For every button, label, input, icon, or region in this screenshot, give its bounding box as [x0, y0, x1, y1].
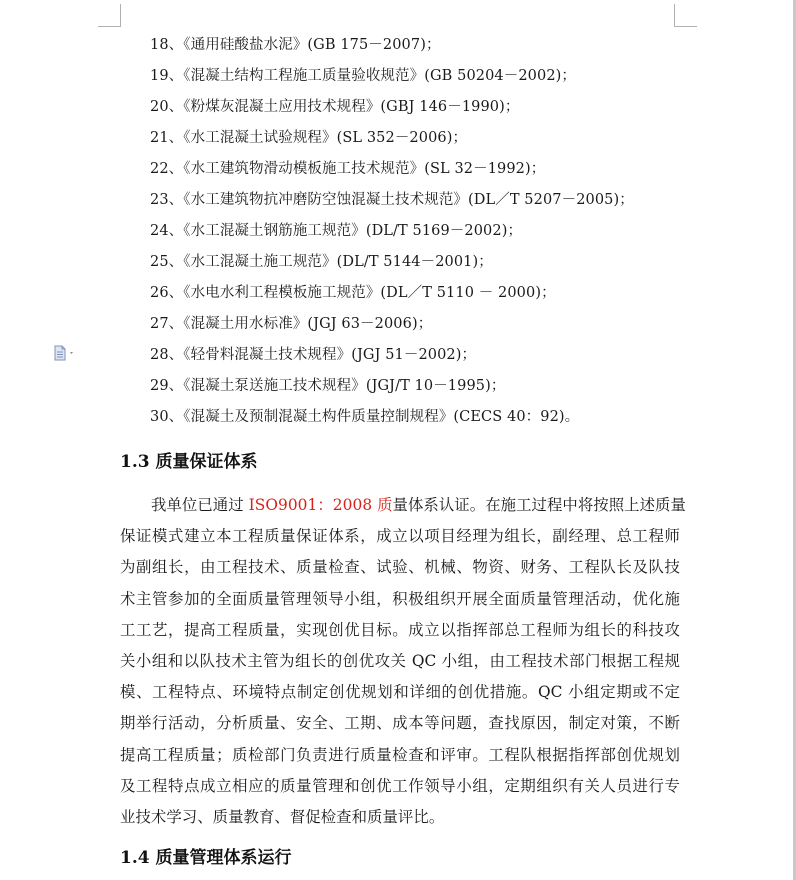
- crop-mark-icon: [674, 4, 697, 27]
- reference-number: 20、: [150, 99, 184, 115]
- reference-number: 29、: [150, 378, 184, 394]
- reference-name: 《水工建筑物滑动模板施工技术规范》: [183, 161, 425, 177]
- reference-number: 23、: [150, 192, 184, 208]
- reference-code: (GBJ 146－1990)；: [380, 99, 520, 115]
- reference-number: 30、: [150, 409, 184, 425]
- reference-name: 《水工混凝土钢筋施工规范》: [183, 223, 366, 239]
- iso-certification-highlight: ISO9001：2008 质: [248, 496, 393, 514]
- reference-code: (DL/T 5144－2001)；: [336, 254, 493, 270]
- paragraph-mark-icon[interactable]: [54, 345, 78, 361]
- reference-code: (JGJ 63－2006)；: [307, 316, 433, 332]
- paragraph-line: 关小组和以队技术主管为组长的创优攻关 QC 小组，由工程技术部门根据工程规: [120, 651, 680, 670]
- reference-name: 《粉煤灰混凝土应用技术规程》: [183, 99, 381, 115]
- paragraph-line: 业技术学习、质量教育、督促检查和质量评比。: [120, 807, 445, 826]
- reference-name: 《混凝土及预制混凝土构件质量控制规程》: [183, 409, 454, 425]
- reference-code: (JGJ/T 10－1995)；: [365, 378, 506, 394]
- list-item: [150, 247, 634, 278]
- reference-name: 《通用硅酸盐水泥》: [183, 37, 308, 53]
- reference-code: (GB 50204－2002)；: [424, 68, 577, 84]
- reference-name: 《水工混凝土试验规程》: [183, 130, 337, 146]
- paragraph-text: 我单位已通过: [151, 496, 249, 514]
- reference-name: 《混凝土结构工程施工质量验收规范》: [183, 68, 425, 84]
- reference-name: 《轻骨料混凝土技术规程》: [183, 347, 352, 363]
- list-item: [150, 402, 634, 433]
- list-item: [150, 216, 634, 247]
- reference-name: 《水电水利工程模板施工规范》: [183, 285, 381, 301]
- reference-code: (SL 32－1992)；: [424, 161, 546, 177]
- reference-name: 《水工混凝土施工规范》: [183, 254, 337, 270]
- crop-mark-icon: [98, 4, 121, 27]
- list-item: [150, 61, 634, 92]
- reference-number: 27、: [150, 316, 184, 332]
- list-item: [150, 92, 634, 123]
- list-item: [150, 340, 634, 371]
- list-item: [150, 154, 634, 185]
- reference-number: 21、: [150, 130, 184, 146]
- list-item: [150, 309, 634, 340]
- paragraph-line: 期举行活动，分析质量、安全、工期、成本等问题，查找原因，制定对策，不断: [120, 714, 680, 733]
- reference-code: (JGJ 51－2002)；: [351, 347, 477, 363]
- paragraph-line: 模、工程特点、环境特点制定创优规划和详细的创优措施。QC 小组定期或不定: [120, 683, 680, 702]
- reference-number: 19、: [150, 68, 184, 84]
- reference-code: (GB 175－2007)；: [307, 37, 441, 53]
- reference-code: (CECS 40：92)。: [453, 409, 580, 425]
- paragraph-line: 保证模式建立本工程质量保证体系，成立以项目经理为组长，副经理、总工程师: [120, 527, 680, 546]
- reference-code: (SL 352－2006)；: [336, 130, 468, 146]
- reference-code: (DL／T 5207－2005)；: [468, 192, 634, 208]
- reference-name: 《混凝土用水标准》: [183, 316, 308, 332]
- paragraph-line: 为副组长，由工程技术、质量检查、试验、机械、物资、财务、工程队长及队技: [120, 558, 680, 577]
- paragraph-line: [120, 490, 686, 521]
- reference-code: (DL/T 5169－2002)；: [365, 223, 523, 239]
- list-item: [150, 278, 634, 309]
- quality-assurance-paragraph: [120, 490, 686, 833]
- paragraph-line: 提高工程质量；质检部门负责进行质量检查和评审。工程队根据指挥部创优规划: [120, 745, 680, 764]
- reference-number: 28、: [150, 347, 184, 363]
- reference-number: 25、: [150, 254, 184, 270]
- paragraph-line: 术主管参加的全面质量管理领导小组，积极组织开展全面质量管理活动，优化施: [120, 589, 680, 608]
- list-item: [150, 185, 634, 216]
- list-item: [150, 30, 634, 61]
- paragraph-line: 及工程特点成立相应的质量管理和创优工作领导小组，定期组织有关人员进行专: [120, 776, 680, 795]
- reference-list: [150, 30, 634, 433]
- section-heading-1-3: 1.3 质量保证体系: [120, 452, 258, 472]
- reference-number: 26、: [150, 285, 184, 301]
- reference-number: 24、: [150, 223, 184, 239]
- reference-number: 22、: [150, 161, 184, 177]
- paragraph-line: 工工艺，提高工程质量，实现创优目标。成立以指挥部总工程师为组长的科技攻: [120, 620, 680, 639]
- list-item: [150, 123, 634, 154]
- reference-code: (DL／T 5110 － 2000)；: [380, 285, 556, 301]
- reference-number: 18、: [150, 37, 184, 53]
- section-heading-1-4: 1.4 质量管理体系运行: [120, 848, 292, 868]
- list-item: [150, 371, 634, 402]
- paragraph-text: 量体系认证。在施工过程中将按照上述质量: [392, 496, 686, 514]
- reference-name: 《水工建筑物抗冲磨防空蚀混凝土技术规范》: [183, 192, 469, 208]
- reference-name: 《混凝土泵送施工技术规程》: [183, 378, 366, 394]
